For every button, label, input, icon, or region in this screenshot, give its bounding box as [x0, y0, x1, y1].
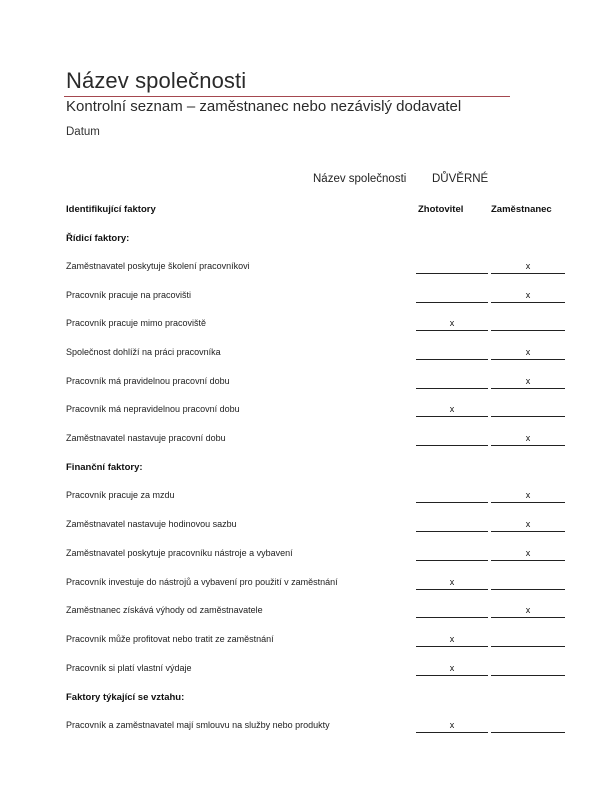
row-label: Pracovník má nepravidelnou pracovní dobu — [66, 404, 240, 414]
column-header-contractor: Zhotovitel — [418, 204, 464, 215]
contractor-cell — [416, 519, 488, 532]
employee-cell: x — [491, 490, 565, 503]
row-label: Pracovník má pravidelnou pracovní dobu — [66, 376, 230, 386]
employee-cell: x — [491, 261, 565, 274]
row-label: Pracovník pracuje za mzdu — [66, 490, 175, 500]
employee-cell: x — [491, 605, 565, 618]
contractor-cell — [416, 433, 488, 446]
employee-cell: x — [491, 519, 565, 532]
date-label: Datum — [66, 126, 100, 138]
section-title-financial: Finanční faktory: — [66, 462, 143, 473]
row-label: Společnost dohlíží na práci pracovníka — [66, 347, 221, 357]
employee-cell — [491, 318, 565, 331]
employee-cell — [491, 663, 565, 676]
contractor-cell — [416, 261, 488, 274]
employee-cell — [491, 404, 565, 417]
contractor-cell: x — [416, 318, 488, 331]
contractor-cell: x — [416, 634, 488, 647]
employee-cell: x — [491, 548, 565, 561]
row-label: Zaměstnavatel nastavuje pracovní dobu — [66, 433, 226, 443]
contractor-cell — [416, 490, 488, 503]
contractor-cell: x — [416, 663, 488, 676]
row-label: Pracovník si platí vlastní výdaje — [66, 663, 192, 673]
employee-cell: x — [491, 290, 565, 303]
company-title: Název společnosti — [66, 68, 247, 93]
document-subtitle: Kontrolní seznam – zaměstnanec nebo nezávislý dodavatel — [66, 98, 462, 115]
employee-cell — [491, 577, 565, 590]
row-label: Pracovník investuje do nástrojů a vybavení pro použití v zaměstnání — [66, 577, 338, 587]
employee-cell — [491, 720, 565, 733]
title-divider — [64, 96, 510, 97]
contractor-cell: x — [416, 577, 488, 590]
contractor-cell — [416, 347, 488, 360]
contractor-cell: x — [416, 404, 488, 417]
row-label: Pracovník pracuje mimo pracoviště — [66, 318, 207, 328]
row-label: Zaměstnavatel poskytuje školení pracovníkovi — [66, 261, 250, 271]
contractor-cell — [416, 548, 488, 561]
section-title-control: Řídicí faktory: — [66, 233, 130, 244]
employee-cell — [491, 634, 565, 647]
contractor-cell — [416, 290, 488, 303]
row-label: Pracovník pracuje na pracovišti — [66, 290, 192, 300]
row-label: Zaměstnavatel poskytuje pracovníku nástroje a vybavení — [66, 548, 293, 558]
confidential-label: DŮVĚRNÉ — [432, 173, 489, 185]
section-title-relationship: Faktory týkající se vztahu: — [66, 692, 185, 703]
row-label: Zaměstnanec získává výhody od zaměstnavatele — [66, 605, 263, 615]
employee-cell: x — [491, 433, 565, 446]
confidential-company-name: Název společnosti — [313, 173, 407, 185]
row-label: Zaměstnavatel nastavuje hodinovou sazbu — [66, 519, 237, 529]
table-header-label: Identifikující faktory — [66, 204, 156, 215]
row-label: Pracovník a zaměstnavatel mají smlouvu na služby nebo produkty — [66, 720, 330, 730]
row-label: Pracovník může profitovat nebo tratit ze zaměstnání — [66, 634, 274, 644]
employee-cell: x — [491, 376, 565, 389]
contractor-cell — [416, 605, 488, 618]
contractor-cell — [416, 376, 488, 389]
contractor-cell: x — [416, 720, 488, 733]
column-header-employee: Zaměstnanec — [491, 204, 552, 215]
employee-cell: x — [491, 347, 565, 360]
